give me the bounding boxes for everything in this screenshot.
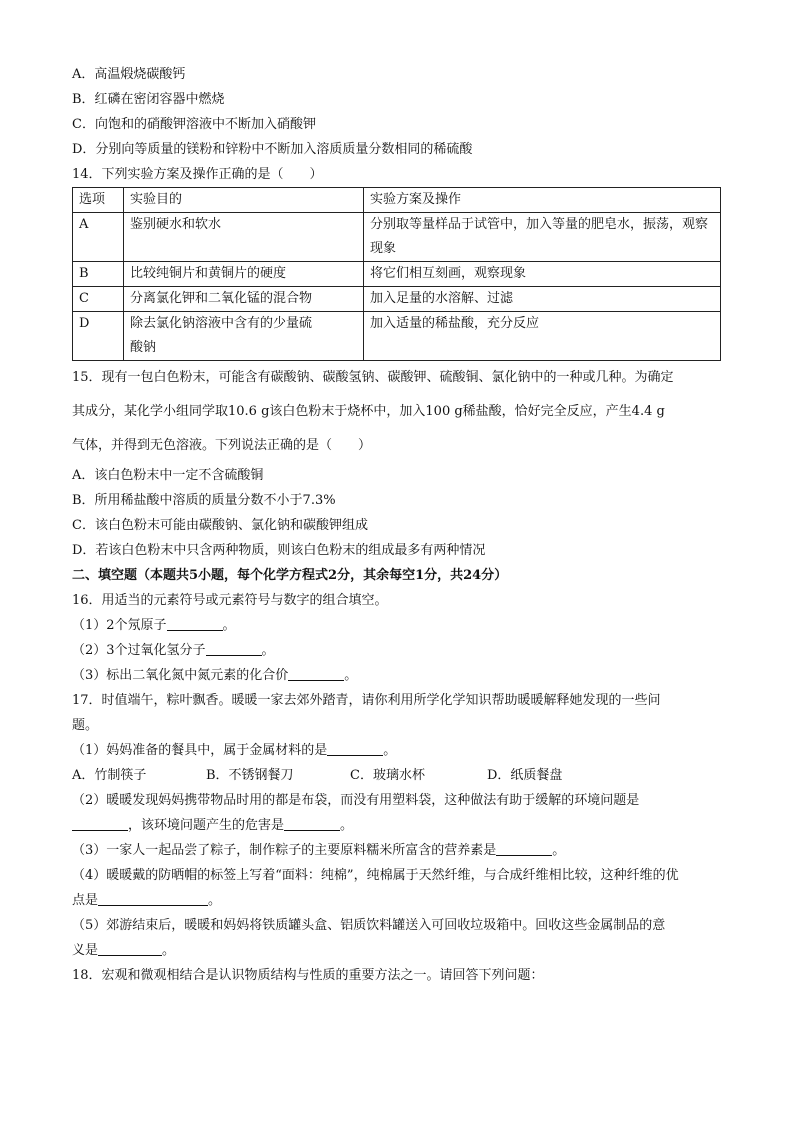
q17-stem-line: 17．时值端午，粽叶飘香。暖暖一家去郊外踏青，请你利用所学化学知识帮助暖暖解释她发现的一些问 [72,693,661,708]
q13-option-c: C．向饱和的硝酸钾溶液中不断加入硝酸钾 [72,117,316,132]
answer-blank[interactable] [284,816,340,831]
row-method [364,312,721,361]
row-goal-line: 比较纯铜片和黄铜片的硬度 [130,266,287,281]
answer-blank[interactable] [167,616,223,631]
header-goal: 实验目的 [124,188,364,213]
row-goal-line: 分离氯化钾和二氧化锰的混合物 [130,291,313,306]
q17-part-4-line2 [72,888,722,913]
row-method-line: 将它们相互刻画，观察现象 [370,266,527,281]
q17-part-text: 义是 [72,943,99,958]
q15-option-a: A．该白色粉末中一定不含硫酸铜 [72,468,264,483]
q17-stem-line: 题。 [72,718,99,733]
q17-part-4-line1: （4）暖暖戴的防晒帽的标签上写着“面料：纯棉”，纯棉属于天然纤维，与合成纤维相比较，这种纤维的优 [72,868,679,883]
q16-item [72,638,722,663]
q17-part-1 [72,738,722,763]
period: 。 [261,643,275,658]
row-goal [124,262,364,287]
row-goal-line: 酸钠 [130,340,157,355]
row-method-line: 现象 [370,241,397,256]
period: 。 [552,843,566,858]
q13-option-d: D．分别向等质量的镁粉和锌粉中不断加入溶质质量分数相同的稀硫酸 [72,142,473,157]
q13-option-a: A．高温煅烧碳酸钙 [72,67,186,82]
answer-blank[interactable] [496,841,552,856]
option-a: A．竹制筷子 [72,768,147,783]
answer-blank[interactable] [98,891,208,906]
q18-stem: 18．宏观和微观相结合是认识物质结构与性质的重要方法之一。请回答下列问题： [72,968,544,983]
q15-option-b: B．所用稀盐酸中溶质的质量分数不小于7.3% [72,493,336,508]
q17-part-text: ，该环境问题产生的危害是 [128,818,285,833]
q14-stem: 14．下列实验方案及操作正确的是（ ） [72,167,323,182]
header-method: 实验方案及操作 [364,188,721,213]
answer-blank[interactable] [288,666,344,681]
period: 。 [340,818,354,833]
q14-table [72,187,721,361]
row-option: C [73,287,124,312]
option-b: B．不锈钢餐刀 [206,768,294,783]
q17-part-3 [72,838,722,863]
q17-part-text: 点是 [72,893,99,908]
q17-part-text: （3）一家人一起品尝了粽子，制作粽子的主要原料糯米所富含的营养素是 [72,843,497,858]
q15-stem-line: 气体，并得到无色溶液。下列说法正确的是（ ） [72,438,372,453]
row-method [364,213,721,262]
row-goal [124,287,364,312]
q17-part-5-line2 [72,938,722,963]
row-goal-line: 除去氯化钠溶液中含有的少量硫 [130,316,313,331]
row-method-line: 加入适量的稀盐酸，充分反应 [370,316,540,331]
q15-option-d: D．若该白色粉末中只含两种物质，则该白色粉末的组成最多有两种情况 [72,543,486,558]
q16-item-text: （2）3个过氧化氢分子 [72,643,206,658]
period: 。 [162,943,176,958]
row-method-line: 加入足量的水溶解、过滤 [370,291,514,306]
q13-option-b: B．红磷在密闭容器中燃烧 [72,92,225,107]
period: 。 [208,893,222,908]
section-title: 二、填空题（本题共5小题，每个化学方程式2分，其余每空1分，共24分） [72,568,508,583]
row-method [364,262,721,287]
header-option: 选项 [73,188,124,213]
period: 。 [222,618,236,633]
q16-item-text: （1）2个氖原子 [72,618,167,633]
row-goal [124,213,364,262]
period: 。 [344,668,358,683]
answer-blank[interactable] [206,641,262,656]
exam-page [72,62,722,988]
q17-part-5-line1: （5）郊游结束后，暖暖和妈妈将铁质罐头盒、铝质饮料罐送入可回收垃圾箱中。回收这些金属制品的意 [72,918,666,933]
q15-stem-line: 15．现有一包白色粉末，可能含有碳酸钠、碳酸氢钠、碳酸钾、硫酸铜、氯化钠中的一种或几种。为确定 [72,370,674,385]
q17-part-1-options [72,763,722,788]
table-row [73,287,721,312]
q16-item [72,663,722,688]
q17-part-text: （1）妈妈准备的餐具中，属于金属材料的是 [72,743,328,758]
q17-part-2-line1: （2）暖暖发现妈妈携带物品时用的都是布袋，而没有用塑料袋，这种做法有助于缓解的环境问题是 [72,793,640,808]
row-option: D [73,312,124,361]
q15-stem-line: 其成分，某化学小组同学取10.6 g该白色粉末于烧杯中，加入100 g稀盐酸，恰好完全反应，产生4.4 g [72,404,665,419]
row-goal [124,312,364,361]
row-option: A [73,213,124,262]
table-row [73,213,721,262]
answer-blank[interactable] [327,741,383,756]
row-goal-line: 鉴别硬水和软水 [130,217,222,232]
table-row [73,312,721,361]
answer-blank[interactable] [98,941,162,956]
option-d: D．纸质餐盘 [487,768,563,783]
q16-item-text: （3）标出二氧化氮中氮元素的化合价 [72,668,289,683]
row-method [364,287,721,312]
q17-part-2-line2 [72,813,722,838]
table-header-row [73,188,721,213]
q15-option-c: C．该白色粉末可能由碳酸钠、氯化钠和碳酸钾组成 [72,518,368,533]
period: 。 [383,743,397,758]
answer-blank[interactable] [72,816,128,831]
row-method-line: 分别取等量样品于试管中，加入等量的肥皂水，振荡，观察 [370,217,709,232]
row-option: B [73,262,124,287]
q16-stem: 16．用适当的元素符号或元素符号与数字的组合填空。 [72,593,388,608]
option-c: C．玻璃水杯 [350,768,425,783]
q16-item [72,613,722,638]
table-row [73,262,721,287]
